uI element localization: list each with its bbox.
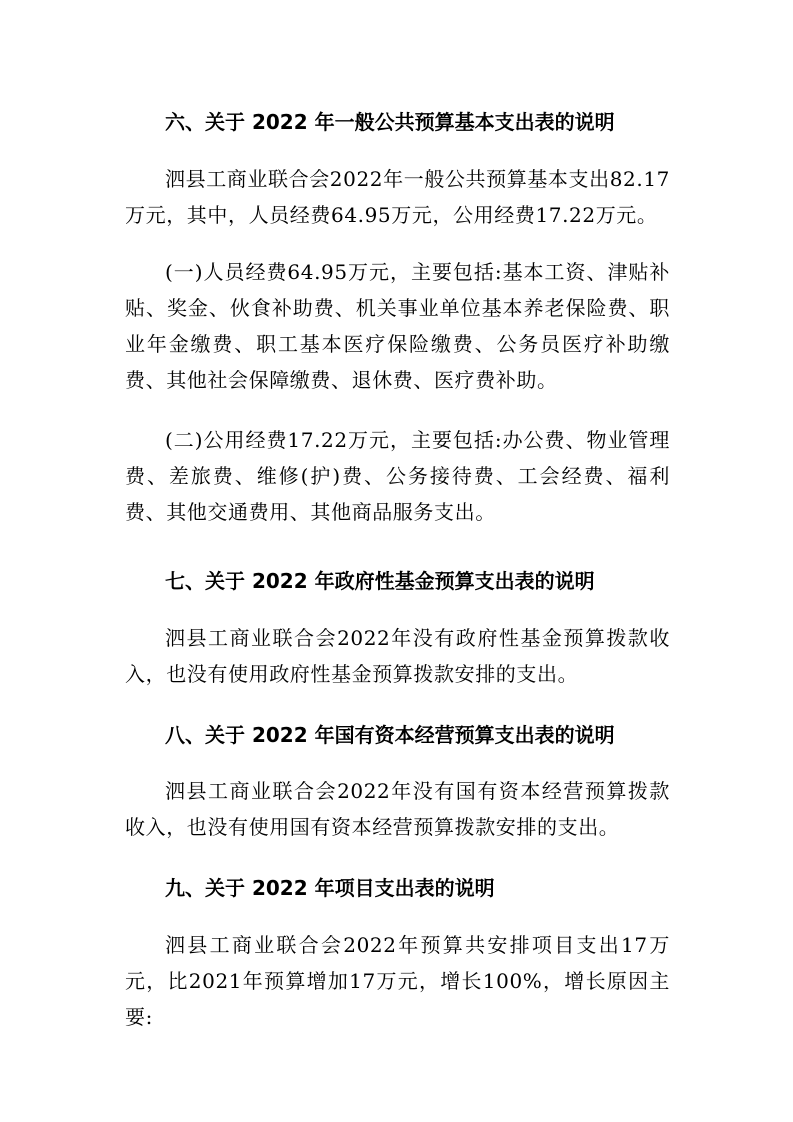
section-heading-7: 七、关于 2022 年政府性基金预算支出表的说明 xyxy=(165,569,595,593)
section-9-paragraph-1: 泗县工商业联合会2022年预算共安排项目支出17万元，比2021年预算增加17万元，增长100%，增长原因主要: xyxy=(125,933,670,1029)
section-heading-8: 八、关于 2022 年国有资本经营预算支出表的说明 xyxy=(165,723,615,747)
section-6-paragraph-1: 泗县工商业联合会2022年一般公共预算基本支出82.17万元，其中，人员经费64.95万元，公用经费17.22万元。 xyxy=(125,167,670,227)
section-6-paragraph-2: (一)人员经费64.95万元，主要包括:基本工资、津贴补贴、奖金、伙食补助费、机关事业单位基本养老保险费、职业年金缴费、职工基本医疗保险缴费、公务员医疗补助缴费、其他社会保障缴费、退休费、医疗费补助。 xyxy=(125,260,670,392)
section-heading-6: 六、关于 2022 年一般公共预算基本支出表的说明 xyxy=(165,110,615,134)
section-6-paragraph-3: (二)公用经费17.22万元，主要包括:办公费、物业管理费、差旅费、维修(护)费、公务接待费、工会经费、福利费、其他交通费用、其他商品服务支出。 xyxy=(125,428,670,524)
section-7-paragraph-1: 泗县工商业联合会2022年没有政府性基金预算拨款收入，也没有使用政府性基金预算拨款安排的支出。 xyxy=(125,626,670,686)
section-heading-9: 九、关于 2022 年项目支出表的说明 xyxy=(165,876,495,900)
section-8-paragraph-1: 泗县工商业联合会2022年没有国有资本经营预算拨款收入，也没有使用国有资本经营预算拨款安排的支出。 xyxy=(125,779,670,839)
